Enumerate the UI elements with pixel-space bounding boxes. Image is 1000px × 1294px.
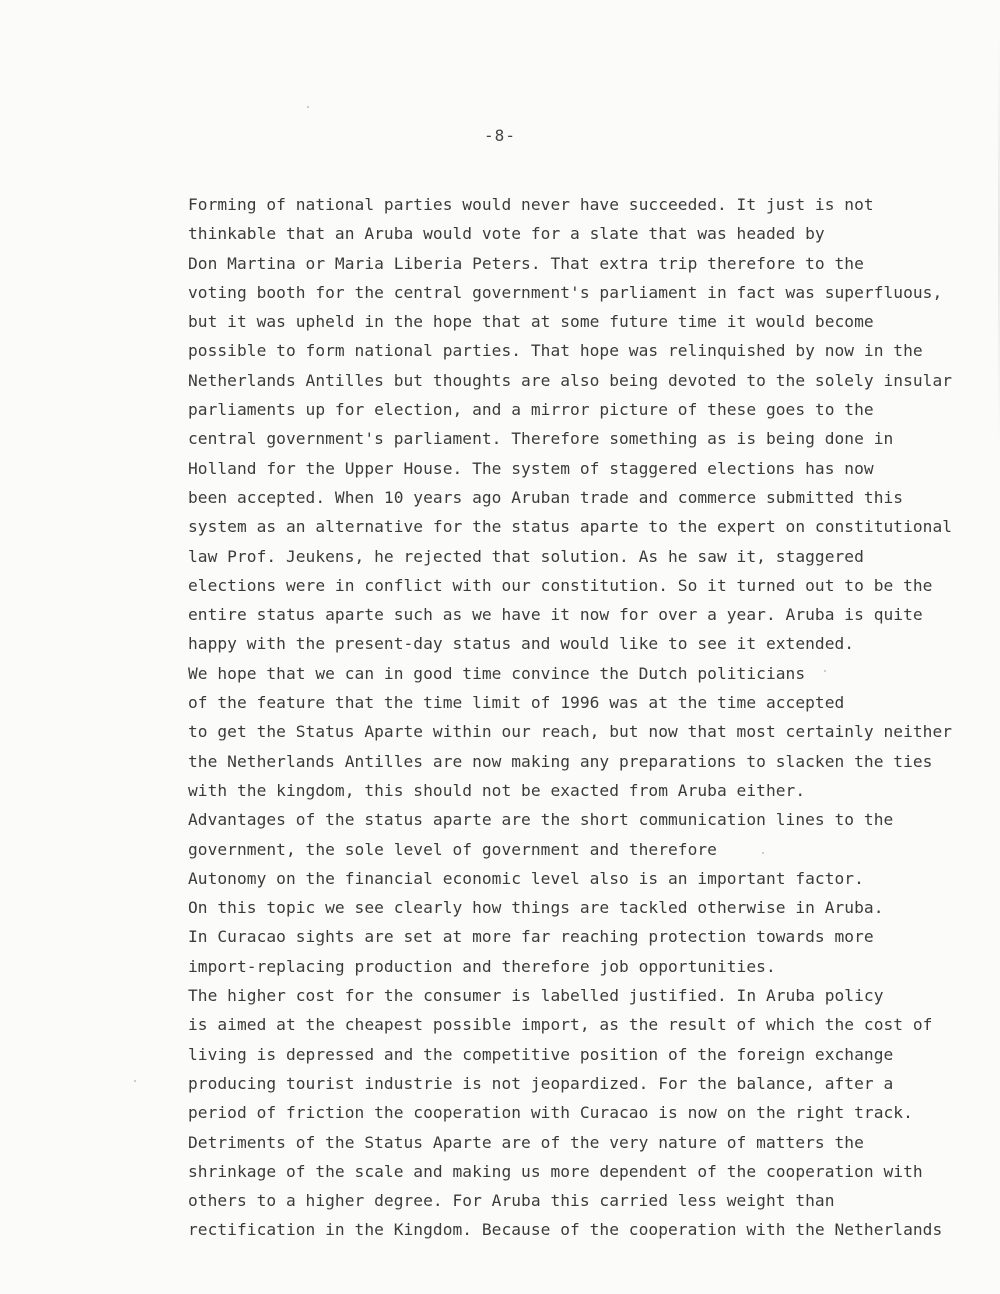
text-line: thinkable that an Aruba would vote for a slate that was headed by xyxy=(188,224,825,244)
text-line: of the feature that the time limit of 1996 was at the time accepted xyxy=(188,693,845,713)
text-line: The higher cost for the consumer is labelled justified. In Aruba policy xyxy=(188,986,884,1006)
text-line: possible to form national parties. That hope was relinquished by now in the xyxy=(188,341,923,361)
text-line: living is depressed and the competitive position of the foreign exchange xyxy=(188,1044,894,1064)
scan-speck xyxy=(134,1080,136,1082)
text-line: central government's parliament. Therefore something as is being done in xyxy=(188,429,894,449)
text-line: Detriments of the Status Aparte are of the very nature of matters the xyxy=(188,1132,864,1152)
text-line: government, the sole level of government and therefore xyxy=(188,839,717,859)
page-number: -8- xyxy=(484,126,516,145)
text-line: Autonomy on the financial economic level also is an important factor. xyxy=(188,868,864,888)
text-line: import-replacing production and therefore job opportunities. xyxy=(188,956,776,976)
text-line: the Netherlands Antilles are now making any preparations to slacken the ties xyxy=(188,751,933,771)
text-line: Don Martina or Maria Liberia Peters. That extra trip therefore to the xyxy=(188,253,864,273)
text-line: Forming of national parties would never have succeeded. It just is not xyxy=(188,195,874,214)
text-line: to get the Status Aparte within our reach, but now that most certainly neither xyxy=(188,722,953,742)
text-line: In Curacao sights are set at more far reaching protection towards more xyxy=(188,927,874,947)
text-line: with the kingdom, this should not be exacted from Aruba either. xyxy=(188,780,806,800)
text-line: Netherlands Antilles but thoughts are also being devoted to the solely insular xyxy=(188,370,953,390)
text-line: entire status aparte such as we have it now for over a year. Aruba is quite xyxy=(188,605,923,625)
text-line: rectification in the Kingdom. Because of the cooperation with the Netherlands xyxy=(188,1220,943,1240)
text-line: shrinkage of the scale and making us more dependent of the cooperation with xyxy=(188,1161,923,1181)
text-line: happy with the present-day status and would like to see it extended. xyxy=(188,634,855,654)
text-line: On this topic we see clearly how things are tackled otherwise in Aruba. xyxy=(188,898,884,918)
body-text xyxy=(188,190,968,1245)
text-line: We hope that we can in good time convince the Dutch politicians xyxy=(188,663,806,683)
text-line: is aimed at the cheapest possible import, as the result of which the cost of xyxy=(188,1015,933,1035)
text-line: but it was upheld in the hope that at some future time it would become xyxy=(188,312,874,332)
text-line: parliaments up for election, and a mirror picture of these goes to the xyxy=(188,400,874,420)
text-line: system as an alternative for the status aparte to the expert on constitutional xyxy=(188,517,953,537)
text-line: producing tourist industrie is not jeopardized. For the balance, after a xyxy=(188,1073,894,1093)
text-line: voting booth for the central government's parliament in fact was superfluous, xyxy=(188,282,943,302)
text-line: Advantages of the status aparte are the short communication lines to the xyxy=(188,810,894,830)
text-line: others to a higher degree. For Aruba this carried less weight than xyxy=(188,1191,835,1211)
scan-speck xyxy=(307,106,309,108)
text-line: Holland for the Upper House. The system of staggered elections has now xyxy=(188,458,874,478)
text-line: been accepted. When 10 years ago Aruban trade and commerce submitted this xyxy=(188,487,904,507)
text-line: law Prof. Jeukens, he rejected that solution. As he saw it, staggered xyxy=(188,546,864,566)
text-line: period of friction the cooperation with Curacao is now on the right track. xyxy=(188,1103,913,1123)
text-line: elections were in conflict with our constitution. So it turned out to be the xyxy=(188,575,933,595)
